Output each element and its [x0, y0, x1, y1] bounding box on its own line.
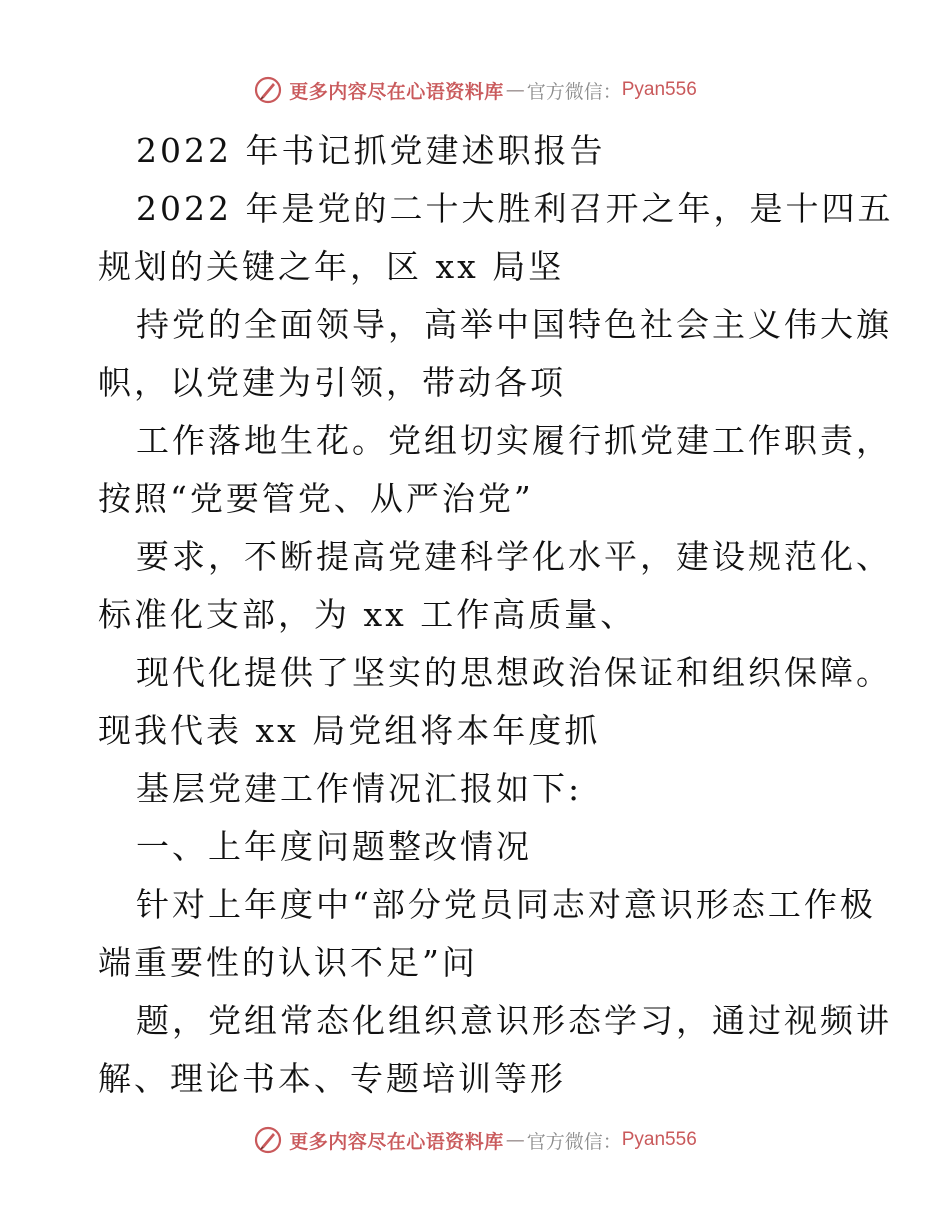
- watermark-separator: —: [505, 1129, 525, 1151]
- document-line: 2022 年书记抓党建述职报告: [136, 131, 606, 170]
- document-line: 一、上年度问题整改情况: [136, 827, 532, 866]
- document-line: 基层党建工作情况汇报如下:: [136, 769, 583, 808]
- watermark-main-text: 更多内容尽在心语资料库: [289, 1130, 504, 1153]
- document-line: 针对上年度中“部分党员同志对意识形态工作极: [136, 885, 876, 924]
- document-line: 工作落地生花。党组切实履行抓党建工作职责，: [136, 421, 892, 460]
- document-line: 题，党组常态化组织意识形态学习，通过视频讲: [136, 1001, 892, 1040]
- document-line: 帜，以党建为引领，带动各项: [98, 363, 566, 402]
- document-line: 持党的全面领导，高举中国特色社会主义伟大旗: [136, 305, 892, 344]
- watermark-wechat-id: Pyan556: [621, 1129, 697, 1150]
- watermark-separator: —: [505, 79, 525, 101]
- document-line: 规划的关键之年，区 xx 局坚: [98, 247, 565, 286]
- quill-logo-icon: [253, 1125, 283, 1155]
- watermark-wechat-id: Pyan556: [621, 79, 697, 100]
- watermark-label: 官方微信：: [526, 80, 622, 103]
- document-line: 按照“党要管党、从严治党”: [98, 479, 534, 518]
- document-line: 要求，不断提高党建科学化水平，建设规范化、: [136, 537, 892, 576]
- document-line: 现代化提供了坚实的思想政治保证和组织保障。: [136, 653, 892, 692]
- document-body: [98, 122, 894, 1108]
- document-line: 端重要性的认识不足”问: [98, 943, 478, 982]
- header-watermark: [0, 70, 950, 110]
- document-line: 解、理论书本、专题培训等形: [98, 1059, 566, 1098]
- quill-logo-icon: [253, 75, 283, 105]
- document-line: 2022 年是党的二十大胜利召开之年，是十四五: [136, 189, 894, 228]
- footer-watermark: [0, 1120, 950, 1160]
- document-line: 标准化支部，为 xx 工作高质量、: [98, 595, 637, 634]
- document-line: 现我代表 xx 局党组将本年度抓: [98, 711, 601, 750]
- watermark-label: 官方微信：: [526, 1130, 622, 1153]
- watermark-main-text: 更多内容尽在心语资料库: [289, 80, 504, 103]
